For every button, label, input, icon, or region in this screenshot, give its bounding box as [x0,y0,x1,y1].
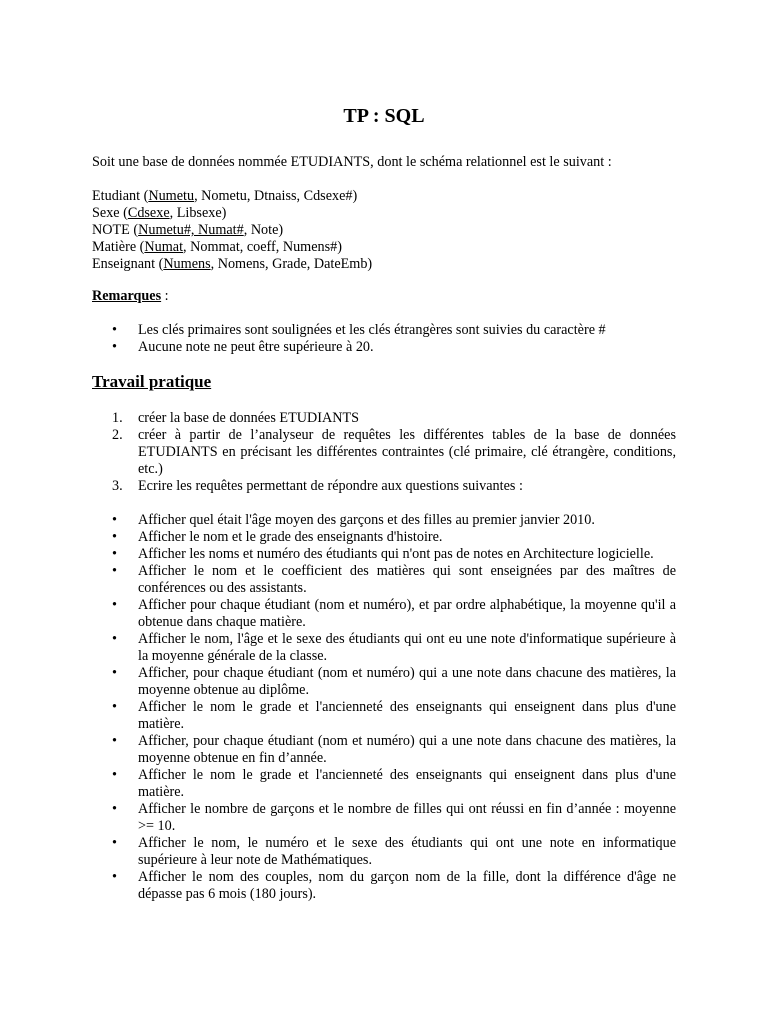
question-text: Afficher le nom et le grade des enseignants d'histoire. [138,529,443,545]
schema-attributes: , Libsexe) [169,205,227,221]
step-number: 1. [112,410,123,426]
bullet-icon: • [112,631,117,647]
page-title: TP : SQL [343,105,425,127]
question-item [92,665,676,699]
question-item [92,631,676,665]
remarks-colon: : [161,288,169,304]
bullet-icon: • [112,512,117,528]
schema-matiere [92,239,676,256]
question-text: Afficher le nom, le numéro et le sexe des étudiants qui ont une note en informatique supérieure à leur note de Mathématiques. [138,835,676,868]
schema-enseignant [92,256,676,273]
bullet-icon: • [112,563,117,579]
question-text: Afficher, pour chaque étudiant (nom et numéro) qui a une note dans chacune des matières, la moyenne obtenue au diplôme. [138,665,676,698]
remarks-list [92,322,676,356]
step-item [92,427,676,478]
step-number: 2. [112,427,123,443]
schema-attributes: , Nometu, Dtnaiss, Cdsexe#) [194,188,358,204]
bullet-icon: • [112,665,117,681]
question-text: Afficher, pour chaque étudiant (nom et numéro) qui a une note dans chacune des matières, la moyenne obtenue en fin d’année. [138,733,676,766]
bullet-icon: • [112,699,117,715]
question-item [92,869,676,903]
primary-key: Numens [163,256,211,272]
schema-attributes: , Note) [243,222,284,238]
list-item [92,322,676,339]
question-item [92,563,676,597]
bullet-icon: • [112,546,117,562]
bullet-icon: • [112,869,117,885]
step-number: 3. [112,478,123,494]
schema-sexe [92,205,676,222]
question-item [92,835,676,869]
step-item [92,478,676,495]
step-item [92,410,676,427]
questions-list [92,512,676,903]
question-item [92,529,676,546]
primary-key: Numetu#, Numat# [138,222,244,238]
section-heading: Travail pratique [92,372,212,391]
step-text: créer la base de données ETUDIANTS [138,410,360,426]
question-text: Afficher le nom le grade et l'ancienneté des enseignants qui enseignent dans plus d'une matière. [138,767,676,800]
question-text: Afficher les noms et numéro des étudiants qui n'ont pas de notes en Architecture logicielle. [138,546,654,562]
intro-paragraph: Soit une base de données nommée ETUDIANTS, dont le schéma relationnel est le suivant : [92,154,612,170]
question-text: Afficher quel était l'âge moyen des garçons et des filles au premier janvier 2010. [138,512,595,528]
question-text: Afficher pour chaque étudiant (nom et numéro), et par ordre alphabétique, la moyenne qu'il a obtenue dans chaque matière. [138,597,676,630]
schema-attributes: , Nomens, Grade, DateEmb) [210,256,373,272]
bullet-icon: • [112,322,117,338]
step-text: Ecrire les requêtes permettant de répondre aux questions suivantes : [138,478,523,494]
remarks-heading [92,288,676,305]
step-text: créer à partir de l’analyseur de requêtes les différentes tables de la base de données ETUDIANTS en précisant les différentes contraintes (clé primaire, clé étrangère, conditions, etc.) [138,427,676,477]
question-text: Afficher le nombre de garçons et le nombre de filles qui ont réussi en fin d’année : moyenne >= 10. [138,801,676,834]
relational-schema [92,188,676,273]
list-item [92,339,676,356]
schema-table-name: Matière ( [92,239,145,255]
list-item-text: Aucune note ne peut être supérieure à 20. [138,339,374,355]
bullet-icon: • [112,339,117,355]
question-text: Afficher le nom, l'âge et le sexe des étudiants qui ont eu une note d'informatique supérieure à la moyenne générale de la classe. [138,631,676,664]
remarks-label: Remarques [92,288,162,304]
question-item [92,546,676,563]
bullet-icon: • [112,529,117,545]
bullet-icon: • [112,597,117,613]
schema-note [92,222,676,239]
bullet-icon: • [112,767,117,783]
question-item [92,512,676,529]
bullet-icon: • [112,733,117,749]
question-item [92,801,676,835]
question-item [92,733,676,767]
question-text: Afficher le nom et le coefficient des matières qui sont enseignées par des maîtres de conférences ou des assistants. [138,563,676,596]
question-text: Afficher le nom des couples, nom du garçon nom de la fille, dont la différence d'âge ne dépasse pas 6 mois (180 jours). [138,869,676,902]
question-item [92,597,676,631]
steps-list [92,410,676,495]
schema-etudiant [92,188,676,205]
primary-key: Numat [144,239,184,255]
question-text: Afficher le nom le grade et l'ancienneté des enseignants qui enseignent dans plus d'une matière. [138,699,676,732]
schema-table-name: Enseignant ( [92,256,164,272]
schema-table-name: Sexe ( [92,205,128,221]
schema-table-name: Etudiant ( [92,188,149,204]
schema-table-name: NOTE ( [92,222,139,238]
question-item [92,767,676,801]
list-item-text: Les clés primaires sont soulignées et les clés étrangères sont suivies du caractère # [138,322,606,338]
primary-key: Cdsexe [127,205,170,221]
schema-attributes: , Nommat, coeff, Numens#) [183,239,342,255]
bullet-icon: • [112,801,117,817]
question-item [92,699,676,733]
bullet-icon: • [112,835,117,851]
primary-key: Numetu [148,188,195,204]
